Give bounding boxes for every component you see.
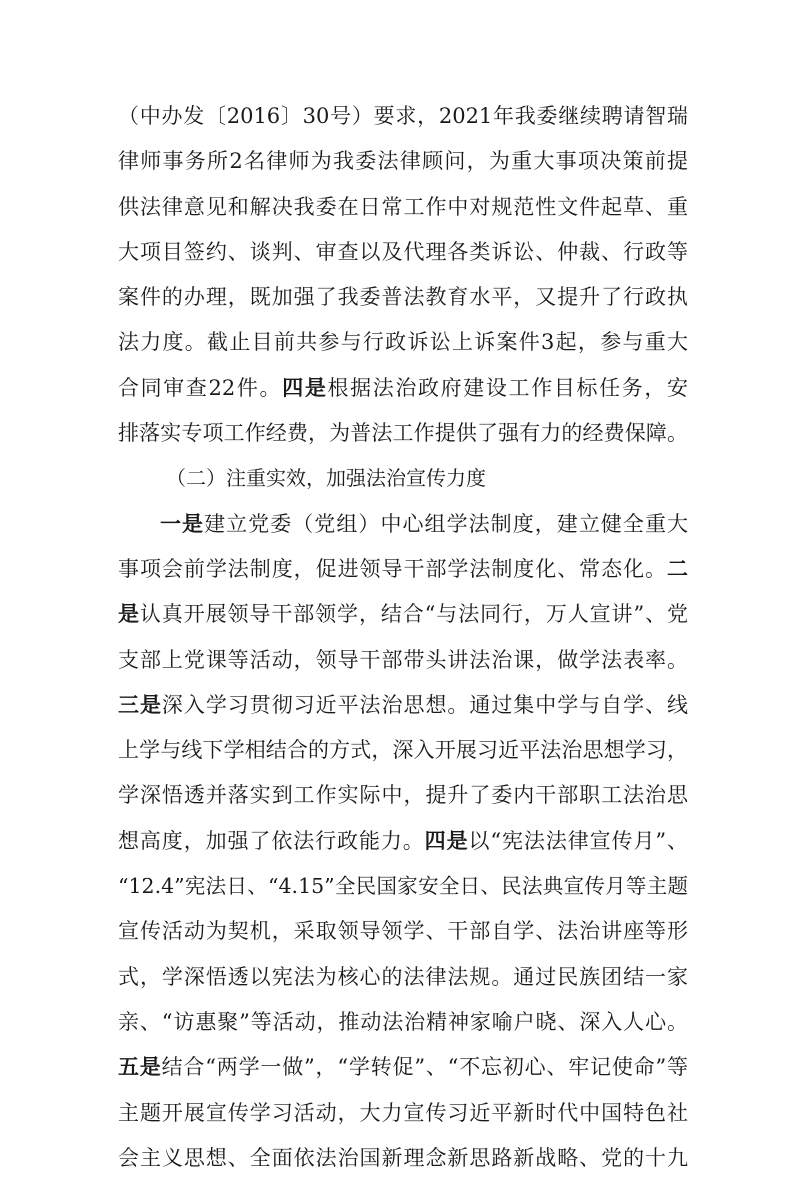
text-line (118, 819, 688, 864)
text-run: 供法律意见和解决我委在日常工作中对规范性文件起草、重 (118, 194, 688, 219)
text-run: 式，学深悟透以宪法为核心的法律法规。通过民族团结一家 (118, 964, 688, 989)
section-heading-text: （二）注重实效，加强法治宣传力度 (166, 466, 486, 491)
text-line (118, 955, 688, 1000)
text-run: 认真开展领导干部领学，结合“与法同行，万人宣讲”、党 (139, 602, 688, 627)
text-run: 大项目签约、谈判、审查以及代理各类诉讼、仲裁、行政等 (118, 239, 688, 264)
document-body (118, 94, 688, 1181)
bold-lead-text: 五是 (118, 1055, 162, 1080)
text-run: “12.4”宪法日、“4.15”全民国家安全日、民法典宣传月等主题 (118, 874, 688, 899)
text-line (118, 592, 688, 637)
text-line (118, 728, 688, 773)
text-line (118, 547, 688, 592)
text-line (118, 1136, 688, 1181)
text-line (118, 320, 688, 365)
text-line (118, 773, 688, 818)
bold-lead-text: 是 (118, 602, 140, 627)
text-line (118, 909, 688, 954)
text-line (118, 1000, 688, 1045)
text-run: 会主义思想、全面依法治国新理念新思路新战略、党的十九 (118, 1145, 688, 1170)
text-run: 上学与线下学相结合的方式，深入开展习近平法治思想学习， (118, 738, 688, 763)
text-line (118, 94, 688, 139)
text-run: 建立党委（党组）中心组学法制度，建立健全重大 (204, 511, 689, 536)
text-run: 排落实专项工作经费，为普法工作提供了强有力的经费保障。 (118, 421, 688, 446)
text-line (118, 230, 688, 275)
bold-lead-text: 四是 (424, 828, 469, 853)
text-run: 学深悟透并落实到工作实际中，提升了委内干部职工法治思 (118, 783, 688, 808)
text-run: 根据法治政府建设工作目标任务，安 (327, 375, 689, 400)
text-line (118, 275, 688, 320)
text-line (118, 683, 688, 728)
text-run: 案件的办理，既加强了我委普法教育水平，又提升了行政执 (118, 285, 688, 310)
text-run: 主题开展宣传学习活动，大力宣传习近平新时代中国特色社 (118, 1100, 688, 1125)
text-run: 结合“两学一做”，“学转促”、“不忘初心、牢记使命”等 (161, 1055, 689, 1080)
text-run: 合同审查22件。 (118, 375, 283, 400)
text-run: 亲、“访惠聚”等活动，推动法治精神家喻户晓、深入人心。 (118, 1009, 688, 1034)
bold-lead-text: 二 (667, 556, 688, 581)
text-run: （中办发〔2016〕30号）要求，2021年我委继续聘请智瑞 (118, 104, 688, 128)
text-line (118, 1091, 688, 1136)
text-run: 深入学习贯彻习近平法治思想。通过集中学与自学、线 (161, 692, 688, 717)
bold-lead-text: 四是 (282, 375, 328, 400)
text-line (118, 366, 688, 411)
text-run: 律师事务所2名律师为我委法律顾问，为重大事项决策前提 (118, 149, 688, 174)
text-run: 事项会前学法制度，促进领导干部学法制度化、常态化。 (118, 556, 667, 581)
text-line (118, 502, 688, 547)
text-line (118, 1045, 688, 1090)
text-run: 法力度。截止目前共参与行政诉讼上诉案件3起，参与重大 (118, 330, 688, 355)
text-run: 以“宪法法律宣传月”、 (468, 828, 688, 853)
text-line (118, 411, 688, 456)
text-line (118, 185, 688, 230)
text-run: 支部上党课等活动，领导干部带头讲法治课，做学法表率。 (118, 647, 688, 672)
bold-lead-text: 一是 (160, 511, 205, 536)
text-run: 宣传活动为契机，采取领导领学、干部自学、法治讲座等形 (118, 919, 688, 944)
text-line (118, 864, 688, 909)
text-line (118, 139, 688, 184)
text-line (118, 638, 688, 683)
text-run: 想高度，加强了依法行政能力。 (118, 828, 425, 853)
section-heading (118, 456, 688, 501)
bold-lead-text: 三是 (118, 692, 162, 717)
